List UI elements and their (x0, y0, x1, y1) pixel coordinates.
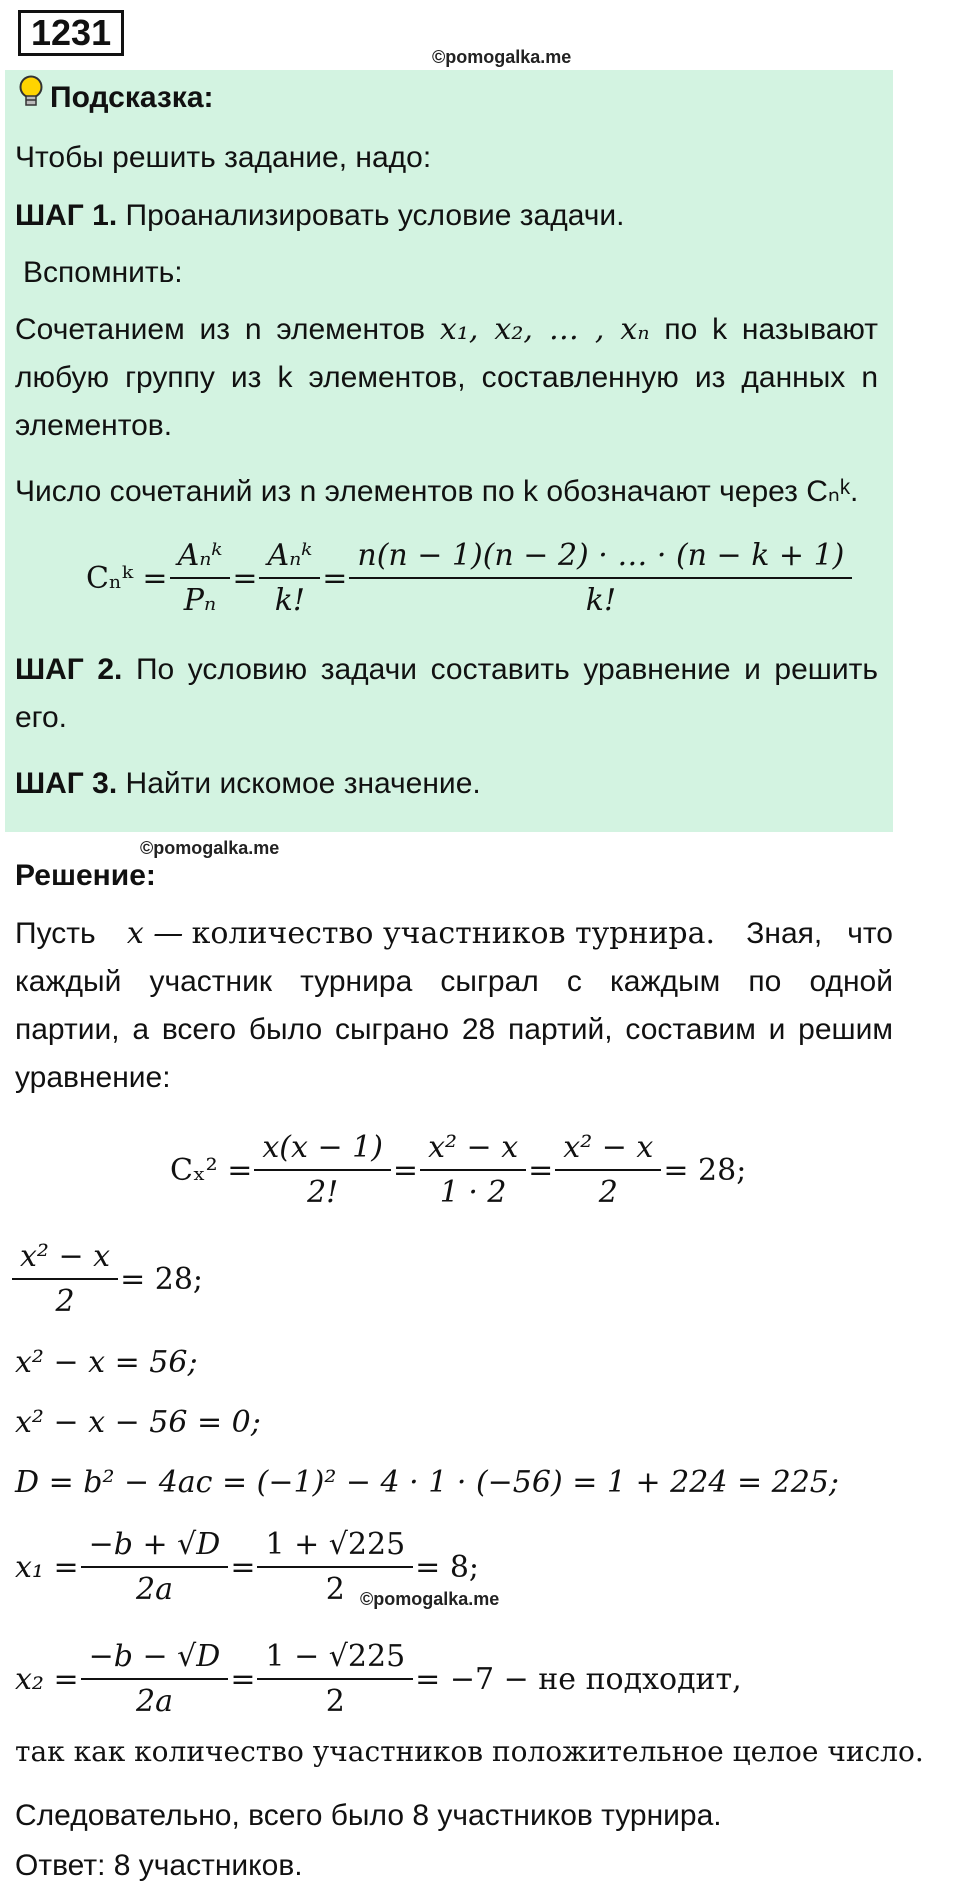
formula-frac1: $\frac{\text{Aₙᵏ}}{\text{Pₙ}}$ (174, 538, 227, 618)
x1-frac2: $\frac{1 + √225}{2}$ (261, 1527, 409, 1607)
eq0-rhs: = 28; (663, 1152, 747, 1188)
step1-label: ШАГ 1. (15, 199, 118, 232)
definition-line1 (15, 306, 878, 354)
formula-lhs: Cₙᵏ = (86, 560, 168, 596)
watermark-top: ©pomogalka.me (432, 47, 572, 67)
discriminant: D = b² − 4ac = (−1)² − 4 · 1 · (−56) = 1 + 224 = 225; (15, 1465, 840, 1500)
hint-title: Подсказка: (50, 81, 214, 114)
definition-line3: элементов. (15, 409, 173, 442)
hint-intro: Чтобы решить задание, надо: (15, 141, 432, 174)
solution-para-line1 (15, 910, 893, 958)
solution-title: Решение: (15, 859, 156, 892)
reason-text: так как количество участников положительное целое число. (15, 1735, 924, 1768)
root-x2: x₂ = $\frac{-b - √D}{2a}$ = $\frac{1 - √225}{2}$ = −7 − не подходит, (15, 1639, 742, 1719)
x1-rhs: = 8; (415, 1549, 480, 1585)
x2-frac1: $\frac{-b - √D}{2a}$ (85, 1639, 225, 1719)
combination-formula: Cₙᵏ = $\frac{\text{Aₙᵏ}}{\text{Pₙ}}$ = $\frac{\text{Aₙᵏ}}{k!}$ = $\frac{n(n - 1)(n - 2) \cdot \dots \cdot (n - k + 1)}{k!}$ (86, 533, 854, 623)
step2-line2: его. (15, 701, 67, 734)
eq1-frac: $\frac{\text{x² − x}}{2}$ (16, 1239, 114, 1319)
definition-line2: любую группу из k элементов, составленную из данных n (15, 361, 878, 394)
watermark-bottom: ©pomogalka.me (360, 1589, 500, 1609)
formula-frac3: $\frac{n(n - 1)(n - 2) \cdot \dots \cdot (n - k + 1)}{k!}$ (353, 538, 848, 618)
step2-line1 (15, 646, 878, 694)
para-let: Пусть (15, 917, 96, 950)
step3-text: Найти искомое значение. (125, 767, 481, 800)
answer-text: Ответ: 8 участников. (15, 1849, 303, 1882)
equation-fraction (10, 1232, 203, 1326)
step1-text: Проанализировать условие задачи. (125, 199, 625, 232)
watermark-middle: ©pomogalka.me (140, 838, 280, 858)
hint-box (5, 70, 893, 832)
formula-frac2: $\frac{\text{Aₙᵏ}}{k!}$ (263, 538, 316, 618)
step2-text: По условию задачи составить уравнение и решить (135, 653, 878, 686)
step2-label: ШАГ 2. (15, 653, 123, 686)
hint-title-row (18, 74, 214, 124)
para-definition: количество участников турнира. (191, 916, 716, 951)
step1 (15, 192, 624, 240)
definition-part2: по k называют (664, 313, 878, 346)
eq0-frac1: $\frac{x(x - 1)}{2!}$ (258, 1130, 387, 1210)
x2-rhs: = −7 − не подходит, (415, 1661, 742, 1697)
para-variable: x — (126, 916, 184, 951)
definition-vars: x₁, x₂, … , xₙ (439, 312, 650, 347)
eq1-rhs: = 28; (120, 1261, 204, 1297)
equation-2: x² − x = 56; (15, 1345, 198, 1380)
x2-frac2: $\frac{1 - √225}{2}$ (261, 1639, 409, 1719)
x1-lhs: x₁ = (15, 1549, 79, 1585)
conclusion-text: Следовательно, всего было 8 участников турнира. (15, 1799, 722, 1832)
notation-text: Число сочетаний из n элементов по k обозначают через Cₙᵏ. (15, 475, 859, 508)
x2-lhs: x₂ = (15, 1661, 79, 1697)
eq0-frac2: $\frac{\text{x² − x}}{1 \cdot 2}$ (424, 1130, 522, 1210)
solution-para-line3: партии, а всего было сыграно 28 партий, составим и решим (15, 1013, 893, 1046)
root-x1: x₁ = $\frac{-b + √D}{2a}$ = $\frac{1 + √225}{2}$ = 8; (15, 1527, 480, 1607)
para-knowing: Зная, что (746, 917, 893, 950)
lightbulb-icon (18, 75, 44, 124)
eq0-frac3: $\frac{\text{x² − x}}{2}$ (559, 1130, 657, 1210)
task-number: 1231 (18, 10, 124, 56)
definition-part1: Сочетанием из n элементов (15, 313, 426, 346)
solution-para-line4: уравнение: (15, 1061, 171, 1094)
step3 (15, 760, 481, 808)
equation-combination: Cₓ² = $\frac{x(x - 1)}{2!}$ = $\frac{\text{x² − x}}{1 \cdot 2}$ = $\frac{\text{x² − x}}{2}$ = 28; (170, 1130, 747, 1210)
equation-3: x² − x − 56 = 0; (15, 1405, 261, 1440)
step3-label: ШАГ 3. (15, 767, 118, 800)
solution-para-line2: каждый участник турнира сыграл с каждым по одной (15, 965, 893, 998)
remember-label: Вспомнить: (23, 256, 183, 289)
x1-frac1: $\frac{-b + √D}{2a}$ (85, 1527, 225, 1607)
eq0-lhs: Cₓ² = (170, 1152, 253, 1188)
